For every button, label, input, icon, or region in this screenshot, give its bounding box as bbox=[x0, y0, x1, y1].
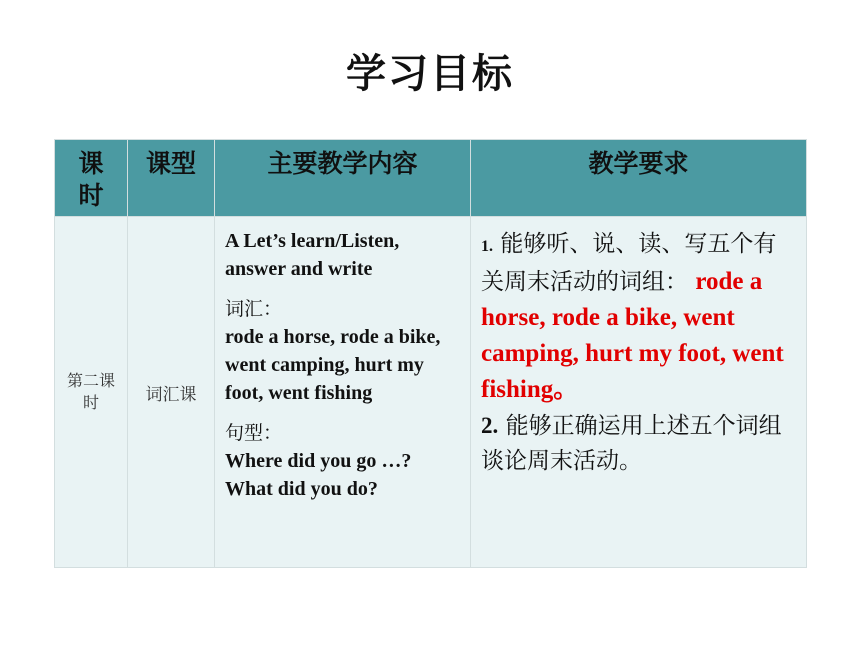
header-main-content: 主要教学内容 bbox=[215, 140, 471, 217]
sentence-1: Where did you go …? bbox=[225, 450, 412, 472]
requirement-item-2 bbox=[481, 408, 798, 479]
requirement-1-number: 1. bbox=[481, 238, 493, 255]
requirement-2-text: 能够正确运用上述五个词组谈论周末活动。 bbox=[481, 413, 782, 474]
cell-period bbox=[55, 217, 128, 568]
sentence-label: 句型： bbox=[225, 422, 283, 444]
table-row bbox=[55, 217, 807, 568]
header-lesson-type: 课型 bbox=[128, 140, 215, 217]
learning-goals-table bbox=[54, 139, 807, 568]
period-text: 第二课时 bbox=[66, 371, 115, 412]
header-requirements: 教学要求 bbox=[471, 140, 807, 217]
requirement-2-number: 2. bbox=[481, 413, 499, 438]
requirement-1-text: 能够听、说、读、写五个有关周末活动的词组： bbox=[481, 231, 777, 295]
content-section-title: A Let’s learn/Listen, answer and write bbox=[225, 230, 400, 280]
cell-requirements bbox=[471, 217, 807, 568]
requirement-1-phrases: rode a horse, rode a bike, went camping, hurt my foot, went fishing bbox=[481, 268, 784, 403]
header-period: 课时 bbox=[55, 140, 128, 217]
table-header-row bbox=[55, 140, 807, 217]
requirement-item-1 bbox=[481, 227, 798, 408]
sentence-2: What did you do? bbox=[225, 478, 378, 500]
requirement-1-end: 。 bbox=[553, 376, 579, 403]
vocab-list: rode a horse, rode a bike, went camping, hurt my foot, went fishing bbox=[225, 326, 441, 404]
cell-lesson-type bbox=[128, 217, 215, 568]
page-title: 学习目标 bbox=[346, 51, 514, 97]
vocab-label: 词汇： bbox=[225, 298, 283, 320]
lesson-type-text: 词汇课 bbox=[145, 384, 197, 405]
cell-main-content bbox=[215, 217, 471, 568]
